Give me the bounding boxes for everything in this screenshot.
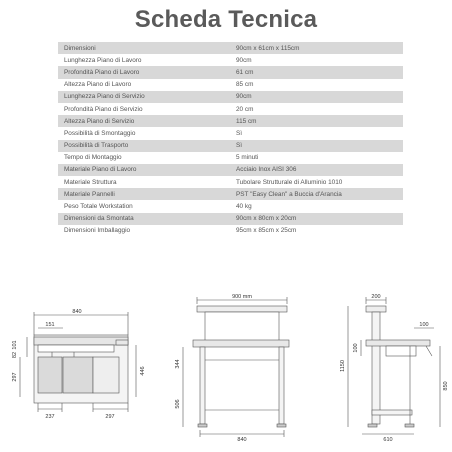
spec-row xyxy=(58,152,403,164)
dim-610: 610 xyxy=(383,437,393,443)
spec-row xyxy=(58,225,403,237)
spec-label: Dimensioni xyxy=(58,42,230,54)
spec-row xyxy=(58,91,403,103)
spec-value: 90cm x 80cm x 20cm xyxy=(230,213,403,225)
side-view-drawing xyxy=(348,297,440,434)
spec-row xyxy=(58,54,403,66)
page-title: Scheda Tecnica xyxy=(134,6,318,33)
spec-label: Materiale Pannelli xyxy=(58,188,230,200)
dim-840-top: 840 xyxy=(72,309,82,315)
spec-label: Possibilità di Smontaggio xyxy=(58,127,230,139)
spec-label: Materiale Piano di Lavoro xyxy=(58,164,230,176)
dim-237: 237 xyxy=(45,414,55,420)
spec-label: Possibilità di Trasporto xyxy=(58,140,230,152)
spec-label: Peso Totale Workstation xyxy=(58,200,230,212)
spec-value: 90cm x 61cm x 115cm xyxy=(230,42,403,54)
spec-value: 40 kg xyxy=(230,200,403,212)
spec-value: Sì xyxy=(230,127,403,139)
spec-row xyxy=(58,103,403,115)
dim-1150: 1150 xyxy=(340,360,346,372)
dim-151: 151 xyxy=(45,322,55,328)
spec-value: 90cm xyxy=(230,91,403,103)
dim-101: 101 xyxy=(12,340,18,350)
spec-value: PST "Easy Clean" a Buccia d'Arancia xyxy=(230,188,403,200)
spec-row xyxy=(58,200,403,212)
spec-row xyxy=(58,140,403,152)
spec-value: 20 cm xyxy=(230,103,403,115)
spec-value: 61 cm xyxy=(230,66,403,78)
front-view-drawing xyxy=(183,297,289,437)
dim-200: 200 xyxy=(371,294,381,300)
spec-label: Lunghezza Piano di Lavoro xyxy=(58,54,230,66)
dim-344: 344 xyxy=(175,359,181,369)
spec-label: Tempo di Montaggio xyxy=(58,152,230,164)
spec-label: Dimensioni Imballaggio xyxy=(58,225,230,237)
spec-value: Acciaio Inox AISI 306 xyxy=(230,164,403,176)
dim-506: 506 xyxy=(175,399,181,409)
spec-value: Tubolare Strutturale di Alluminio 1010 xyxy=(230,176,403,188)
spec-value: 115 cm xyxy=(230,115,403,127)
dim-840-front: 840 xyxy=(237,437,247,443)
dim-446: 446 xyxy=(140,366,146,376)
spec-label: Lunghezza Piano di Servizio xyxy=(58,91,230,103)
spec-row xyxy=(58,127,403,139)
dim-100-top: 100 xyxy=(419,322,429,328)
technical-drawings xyxy=(0,292,452,452)
spec-row xyxy=(58,176,403,188)
spec-value: 5 minuti xyxy=(230,152,403,164)
spec-row xyxy=(58,42,403,54)
dim-297-bottom: 297 xyxy=(105,414,115,420)
dim-82: 82 xyxy=(12,351,18,359)
dim-100-left: 100 xyxy=(353,343,359,353)
spec-label: Altezza Piano di Lavoro xyxy=(58,79,230,91)
spec-value: 95cm x 85cm x 25cm xyxy=(230,225,403,237)
spec-row xyxy=(58,164,403,176)
plan-view-drawing xyxy=(20,312,136,412)
spec-label: Profondità Piano di Lavoro xyxy=(58,66,230,78)
spec-value: Sì xyxy=(230,140,403,152)
spec-label: Profondità Piano di Servizio xyxy=(58,103,230,115)
spec-row xyxy=(58,188,403,200)
spec-row xyxy=(58,79,403,91)
spec-row xyxy=(58,115,403,127)
spec-value: 90cm xyxy=(230,54,403,66)
dim-900mm: 900 mm xyxy=(232,294,252,300)
dim-850: 850 xyxy=(443,381,449,391)
spec-label: Materiale Struttura xyxy=(58,176,230,188)
dim-297-left: 297 xyxy=(12,372,18,382)
spec-row xyxy=(58,66,403,78)
spec-label: Dimensioni da Smontata xyxy=(58,213,230,225)
spec-label: Altezza Piano di Servizio xyxy=(58,115,230,127)
spec-value: 85 cm xyxy=(230,79,403,91)
spec-table xyxy=(58,42,403,237)
spec-row xyxy=(58,213,403,225)
